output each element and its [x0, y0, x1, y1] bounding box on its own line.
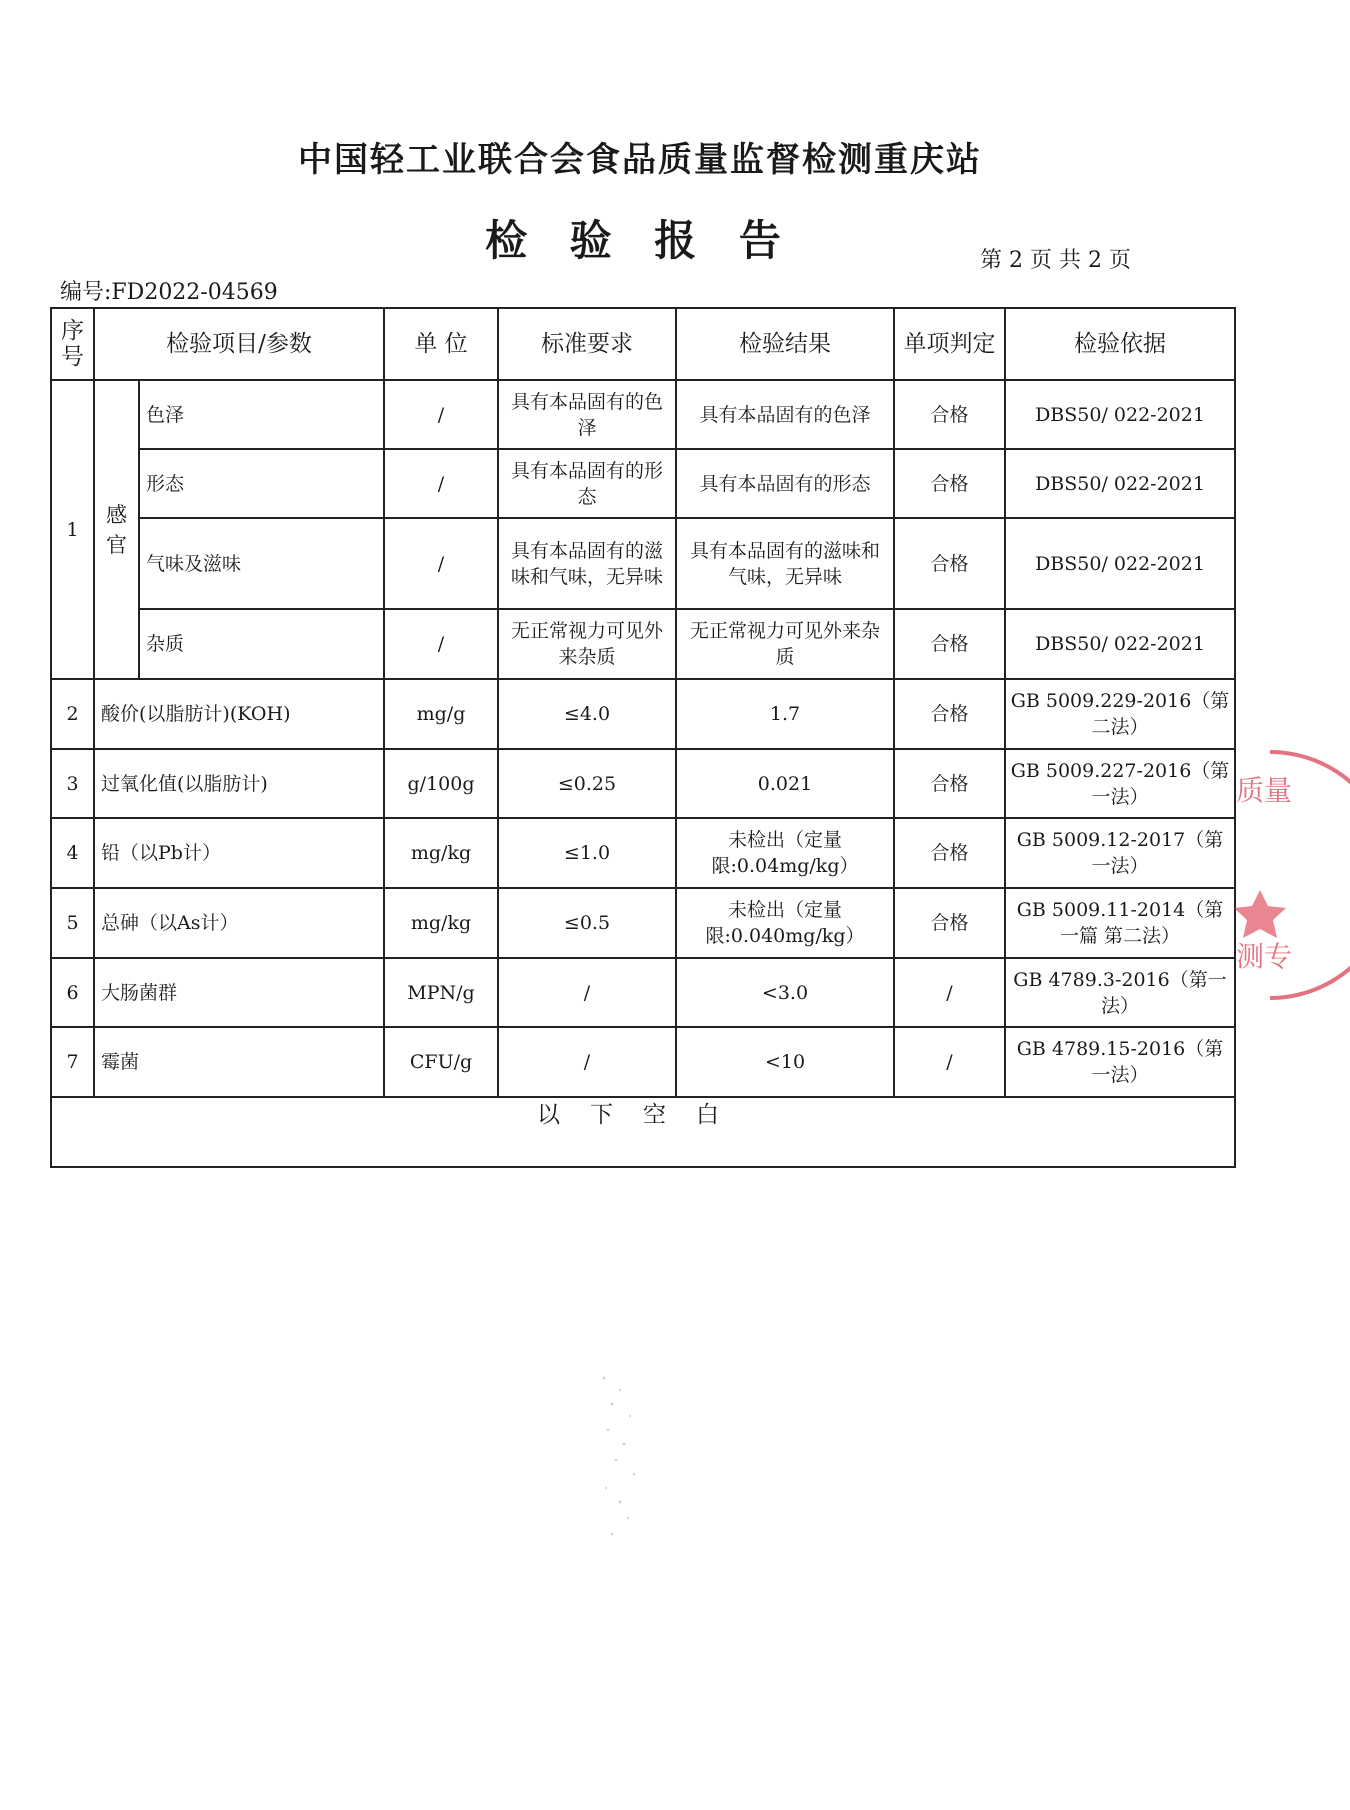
row-seq: 2 [51, 679, 94, 749]
row-result: 无正常视力可见外来杂质 [676, 609, 894, 679]
table-row [51, 609, 1235, 679]
seal-stamp [1230, 740, 1350, 1010]
row-standard: 无正常视力可见外来杂质 [498, 609, 676, 679]
row-judgement: 合格 [894, 749, 1005, 818]
header-judgement: 单项判定 [894, 308, 1005, 380]
row-item: 霉菌 [94, 1027, 384, 1097]
row-judgement: 合格 [894, 609, 1005, 679]
category-sensory: 感官 [94, 380, 139, 679]
row-unit: CFU/g [384, 1027, 498, 1097]
report-title: 检 验 报 告 [485, 216, 795, 265]
table-row [51, 1027, 1235, 1097]
row-basis: DBS50/ 022-2021 [1005, 518, 1235, 609]
row-standard: / [498, 958, 676, 1027]
row-basis: DBS50/ 022-2021 [1005, 609, 1235, 679]
row-seq: 7 [51, 1027, 94, 1097]
row-standard: ≤4.0 [498, 679, 676, 749]
row-unit: / [384, 380, 498, 449]
row-unit: mg/g [384, 679, 498, 749]
row-standard: ≤0.5 [498, 888, 676, 958]
row-basis: GB 4789.15-2016（第一法） [1005, 1027, 1235, 1097]
row-unit: mg/kg [384, 818, 498, 888]
row-seq: 6 [51, 958, 94, 1027]
header-item: 检验项目/参数 [94, 308, 384, 380]
row-basis: GB 5009.227-2016（第一法） [1005, 749, 1235, 818]
table-row [51, 818, 1235, 888]
table-row [51, 449, 1235, 518]
svg-text:质量: 质量 [1236, 774, 1293, 807]
header-result: 检验结果 [676, 308, 894, 380]
inspection-table [50, 307, 1236, 1168]
table-row [51, 679, 1235, 749]
row-judgement: / [894, 1027, 1005, 1097]
row-judgement: 合格 [894, 380, 1005, 449]
row-result: 1.7 [676, 679, 894, 749]
scan-speckle [590, 1370, 650, 1550]
row-result: 0.021 [676, 749, 894, 818]
row-unit: MPN/g [384, 958, 498, 1027]
row-judgement: 合格 [894, 518, 1005, 609]
row-basis: DBS50/ 022-2021 [1005, 380, 1235, 449]
row-unit: g/100g [384, 749, 498, 818]
svg-text:测专: 测专 [1236, 940, 1293, 973]
row-standard: 具有本品固有的形态 [498, 449, 676, 518]
row-judgement: 合格 [894, 449, 1005, 518]
row-basis: GB 5009.12-2017（第一法） [1005, 818, 1235, 888]
header-basis: 检验依据 [1005, 308, 1235, 380]
row-item: 铅（以Pb计） [94, 818, 384, 888]
row-item: 形态 [139, 449, 384, 518]
row-unit: / [384, 518, 498, 609]
row-seq: 4 [51, 818, 94, 888]
page-number: 第 2 页 共 2 页 [980, 248, 1131, 273]
blank-row [51, 1097, 1235, 1167]
row-result: 未检出（定量限:0.04mg/kg） [676, 818, 894, 888]
row-item: 酸价(以脂肪计)(KOH) [94, 679, 384, 749]
row-item: 总砷（以As计） [94, 888, 384, 958]
row-judgement: 合格 [894, 818, 1005, 888]
row-seq: 5 [51, 888, 94, 958]
row-item: 过氧化值(以脂肪计) [94, 749, 384, 818]
row-judgement: 合格 [894, 679, 1005, 749]
row-result: 具有本品固有的形态 [676, 449, 894, 518]
header-standard: 标准要求 [498, 308, 676, 380]
row-result: 具有本品固有的滋味和气味，无异味 [676, 518, 894, 609]
row-basis: GB 5009.11-2014（第一篇 第二法） [1005, 888, 1235, 958]
row-judgement: 合格 [894, 888, 1005, 958]
table-row [51, 958, 1235, 1027]
row-result: <10 [676, 1027, 894, 1097]
row-item: 杂质 [139, 609, 384, 679]
row-seq: 1 [51, 380, 94, 679]
row-result: <3.0 [676, 958, 894, 1027]
header-unit: 单 位 [384, 308, 498, 380]
row-seq: 3 [51, 749, 94, 818]
table-row [51, 380, 1235, 449]
row-standard: 具有本品固有的色泽 [498, 380, 676, 449]
report-number: 编号:FD2022-04569 [60, 280, 278, 305]
organization-title: 中国轻工业联合会食品质量监督检测重庆站 [298, 140, 982, 180]
row-item: 气味及滋味 [139, 518, 384, 609]
row-unit: / [384, 449, 498, 518]
row-basis: DBS50/ 022-2021 [1005, 449, 1235, 518]
table-row [51, 518, 1235, 609]
row-standard: 具有本品固有的滋味和气味，无异味 [498, 518, 676, 609]
row-standard: ≤1.0 [498, 818, 676, 888]
row-result: 未检出（定量限:0.040mg/kg） [676, 888, 894, 958]
header-seq: 序号 [51, 308, 94, 380]
row-basis: GB 5009.229-2016（第二法） [1005, 679, 1235, 749]
row-item: 大肠菌群 [94, 958, 384, 1027]
row-unit: / [384, 609, 498, 679]
row-standard: / [498, 1027, 676, 1097]
row-judgement: / [894, 958, 1005, 1027]
row-basis: GB 4789.3-2016（第一法） [1005, 958, 1235, 1027]
row-standard: ≤0.25 [498, 749, 676, 818]
row-unit: mg/kg [384, 888, 498, 958]
table-row [51, 888, 1235, 958]
row-result: 具有本品固有的色泽 [676, 380, 894, 449]
row-item: 色泽 [139, 380, 384, 449]
blank-notice: 以下空白 [51, 1097, 1235, 1167]
table-row [51, 749, 1235, 818]
table-header-row [51, 308, 1235, 380]
